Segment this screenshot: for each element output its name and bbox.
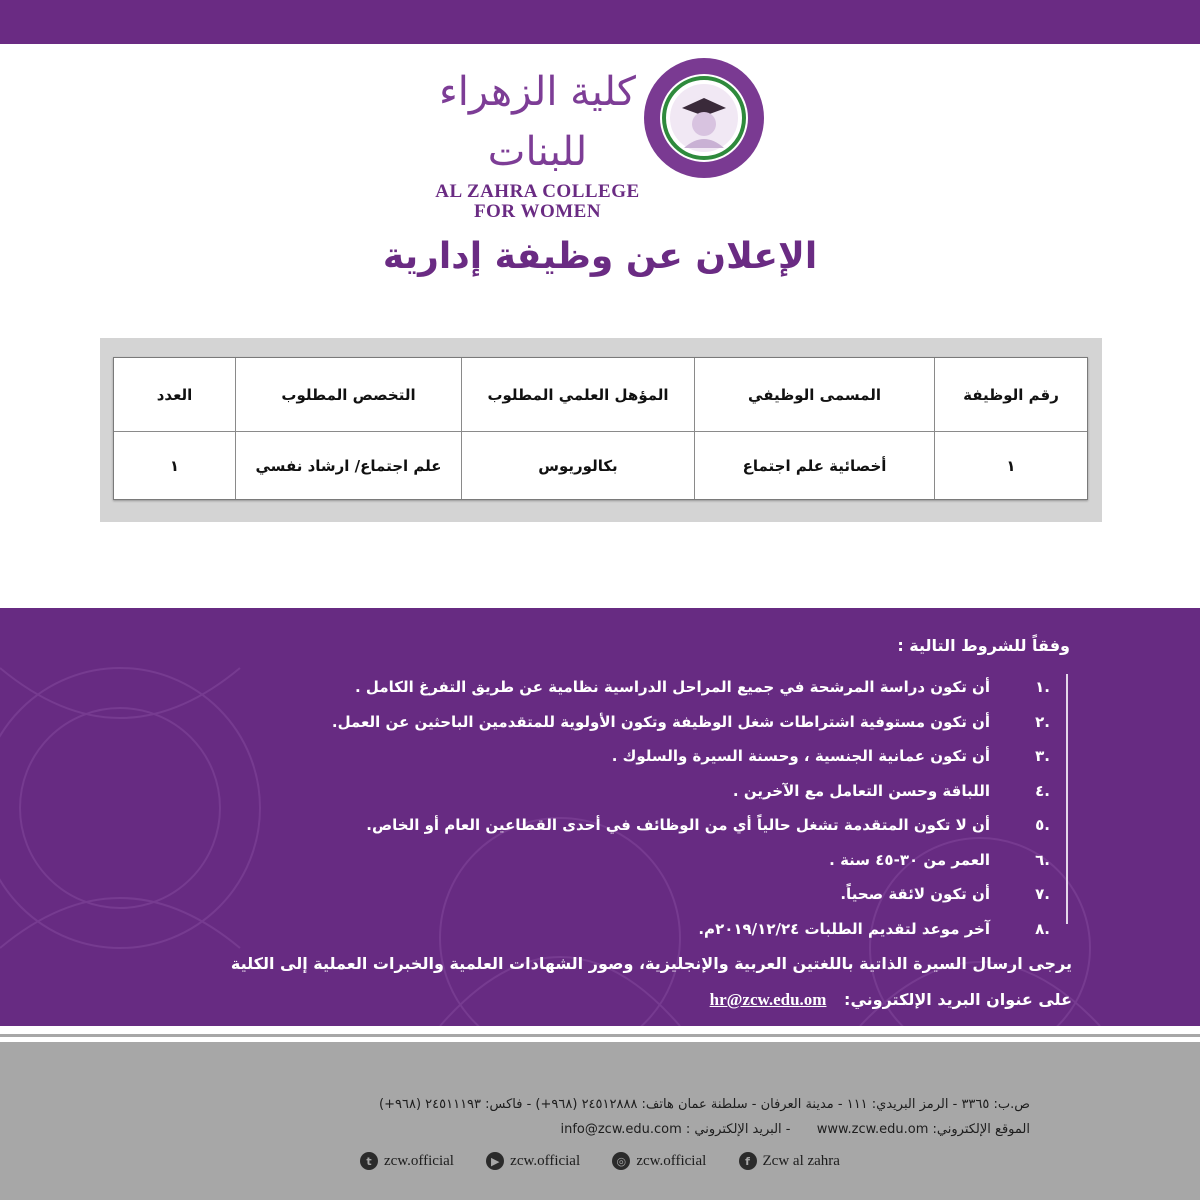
- condition-text: اللباقة وحسن التعامل مع الآخرين .: [732, 781, 990, 800]
- footer-contact-line: [560, 1122, 1030, 1137]
- social-link-facebook[interactable]: [739, 1152, 840, 1170]
- youtube-icon: ▶: [486, 1152, 504, 1170]
- table-header-cell: المسمى الوظيفي: [694, 358, 934, 432]
- footer: [0, 1042, 1200, 1200]
- conditions-panel: [0, 608, 1200, 1026]
- condition-number: .٨: [1035, 919, 1050, 938]
- footer-website-link[interactable]: www.zcw.edu.om: [816, 1122, 929, 1137]
- table-cell: بكالوريوس: [461, 432, 694, 499]
- social-links: [360, 1150, 840, 1172]
- logo-english-line2: FOR WOMEN: [473, 201, 602, 222]
- table-header-cell: العدد: [114, 358, 235, 432]
- table-header-cell: المؤهل العلمي المطلوب: [461, 358, 694, 432]
- condition-item: [130, 877, 1050, 912]
- footer-address: ص.ب: ٣٣٦٥ - الرمز البريدي: ١١١ - مدينة العرفان - سلطنة عمان هاتف: ٢٤٥١٢٨٨٨ (٩٦٨+) - فاكس: ٢٤٥١١١٩٣ (٩٦٨+): [379, 1097, 1030, 1112]
- table-cell: علم اجتماع/ ارشاد نفسي: [235, 432, 461, 499]
- condition-text: أن لا تكون المتقدمة تشغل حالياً أي من الوظائف في أحدى القطاعين العام أو الخاص.: [366, 816, 990, 835]
- condition-text: آخر موعد لتقديم الطلبات ٢٠١٩/١٢/٢٤م.: [698, 919, 990, 938]
- logo-arabic-name: كلية الزهراء للبنات: [439, 69, 636, 175]
- condition-text: أن تكون عمانية الجنسية ، وحسنة السيرة والسلوك .: [611, 747, 990, 766]
- footer-divider: [0, 1034, 1200, 1037]
- footer-email-label: - البريد الإلكتروني :: [685, 1122, 791, 1137]
- social-handle: zcw.official: [510, 1152, 581, 1169]
- condition-number: .٥: [1035, 816, 1050, 835]
- college-seal-icon: [642, 56, 766, 180]
- condition-text: العمر من ٣٠-٤٥ سنة .: [829, 850, 990, 869]
- condition-number: .٤: [1035, 781, 1050, 800]
- condition-number: .١: [1035, 678, 1050, 697]
- condition-text: أن تكون لائقة صحياً.: [840, 885, 990, 904]
- table-cell: ١: [934, 432, 1087, 499]
- condition-number: .٧: [1035, 885, 1050, 904]
- application-email-label: على عنوان البريد الإلكتروني:: [844, 990, 1072, 1009]
- table-header-cell: رقم الوظيفة: [934, 358, 1087, 432]
- condition-item: [130, 808, 1050, 843]
- table-cell: أخصائية علم اجتماع: [694, 432, 934, 499]
- footer-website-label: الموقع الإلكتروني:: [932, 1122, 1030, 1137]
- condition-number: .٣: [1035, 747, 1050, 766]
- condition-item: [130, 739, 1050, 774]
- table-cell: ١: [169, 456, 180, 475]
- conditions-list: [130, 670, 1050, 946]
- condition-item: [130, 705, 1050, 740]
- page-title: الإعلان عن وظيفة إدارية: [382, 236, 818, 277]
- college-logo: [420, 56, 780, 222]
- application-email-link[interactable]: hr@zcw.edu.om: [709, 990, 827, 1009]
- condition-text: أن تكون مستوفية اشتراطات شغل الوظيفة وتكون الأولوية للمتقدمين الباحثين عن العمل.: [331, 712, 990, 731]
- social-handle: Zcw al zahra: [762, 1152, 840, 1169]
- top-banner-bar: [0, 0, 1200, 44]
- twitter-icon: t: [360, 1152, 378, 1170]
- job-table: [113, 357, 1088, 500]
- condition-item: [130, 774, 1050, 809]
- social-link-youtube[interactable]: [486, 1152, 580, 1170]
- condition-item: [130, 670, 1050, 705]
- application-instructions: يرجى ارسال السيرة الذاتية باللغتين العربية والإنجليزية، وصور الشهادات العلمية والخبرات العملية إلى الكلية: [230, 954, 1072, 973]
- condition-number: .٢: [1035, 712, 1050, 731]
- condition-item: [130, 912, 1050, 947]
- conditions-intro: وفقاً للشروط التالية :: [897, 636, 1070, 655]
- instagram-icon: ◎: [612, 1152, 630, 1170]
- condition-text: أن تكون دراسة المرشحة في جميع المراحل الدراسية نظامية عن طريق التفرغ الكامل .: [355, 678, 990, 697]
- condition-number: .٦: [1035, 850, 1050, 869]
- logo-wordmark: [430, 62, 645, 222]
- logo-english-line1: AL ZAHRA COLLEGE: [435, 181, 640, 202]
- social-link-instagram[interactable]: [612, 1152, 706, 1170]
- footer-email-link[interactable]: info@zcw.edu.com: [560, 1122, 682, 1137]
- facebook-icon: f: [739, 1152, 757, 1170]
- application-email-line: [710, 990, 1072, 1010]
- condition-item: [130, 843, 1050, 878]
- social-handle: zcw.official: [636, 1152, 707, 1169]
- conditions-divider: [1066, 674, 1068, 924]
- social-link-twitter[interactable]: [360, 1152, 454, 1170]
- table-header-cell: التخصص المطلوب: [235, 358, 461, 432]
- social-handle: zcw.official: [384, 1152, 454, 1169]
